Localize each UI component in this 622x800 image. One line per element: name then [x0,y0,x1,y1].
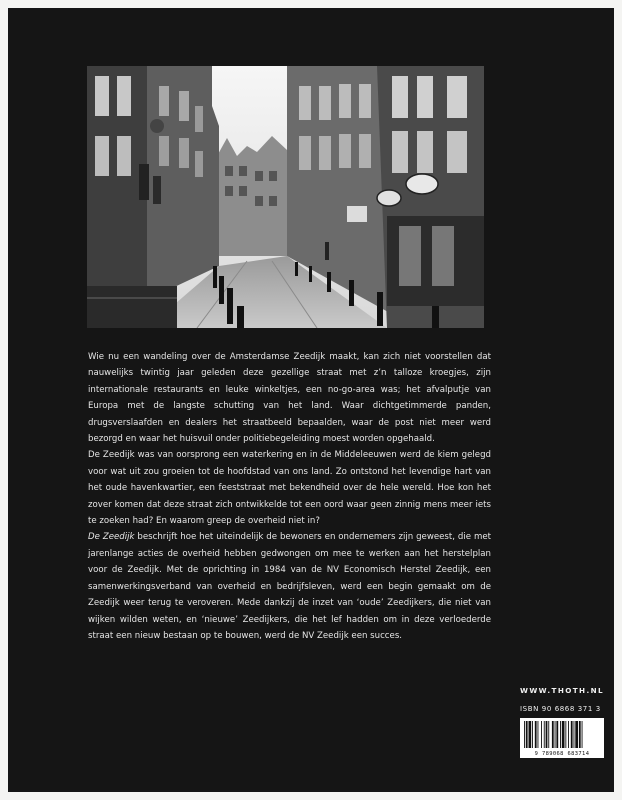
back-cover [8,8,614,792]
isbn-number: ISBN 90 6868 371 3 [520,705,601,713]
paragraph-2-text: De Zeedijk was van oorsprong een waterkering en in de Middeleeuwen werd de kiem gelegd voor wat uit zou groeien tot de hoofdstad van ons land. Zo ontstond het levendige hart van het oude havenkwartier, een feeststraat met bekendheid over de hele wereld. Hoe kon het zover komen dat deze straat zich ontwikkelde tot een oord waar geen zinnig mens meer iets te zoeken had? En waarom greep de overheid niet in? [88,450,491,527]
street-photo [87,66,484,328]
paragraph-3-lead: De Zeedijk [88,532,135,543]
blurb-paragraph-2 [88,447,491,529]
paragraph-3-text: beschrijft hoe het uiteindelijk de bewoners en ondernemers zijn geweest, die met jarenlange acties de overheid hebben gedwongen om mee te werken aan het herstelplan voor de Zeedijk. Met de oprichting in 1984 van de NV Economisch Herstel Zeedijk, een samenwerkingsverband van overheid en bedrijfsleven, werd een begin gemaakt om de Zeedijk weer terug te veroveren. Mede dankzij de inzet van ‘oude’ Zeedijkers, die niet van wijken wilden weten, en ‘nieuwe’ Zeedijkers, die het lef hadden om in deze verloederde straat een nieuw bestaan op te bouwen, werd de NV Zeedijk een succes. [88,532,491,641]
barcode-digits: 9 789068 683714 [534,751,590,757]
blurb-text [88,349,491,644]
blurb-paragraph-3 [88,529,491,644]
publisher-url: WWW.THOTH.NL [520,686,604,695]
barcode [520,718,604,758]
blurb-paragraph-1 [88,349,491,447]
paragraph-1-text: Wie nu een wandeling over de Amsterdamse Zeedijk maakt, kan zich niet voorstellen dat nauwelijks twintig jaar geleden deze gezellige straat met z’n talloze kroegjes, zijn internationale restaurants en leuke winkeltjes, een no-go-area was; het afvalputje van Europa met de langste schutting van het land. Waar dichtgetimmerde panden, drugsverslaafden en dealers het straatbeeld bepaalden, waar de post niet meer werd bezorgd en waar het huisvuil onder politiebegeleiding moest worden opgehaald. [88,352,491,445]
barcode-bars [520,718,604,750]
